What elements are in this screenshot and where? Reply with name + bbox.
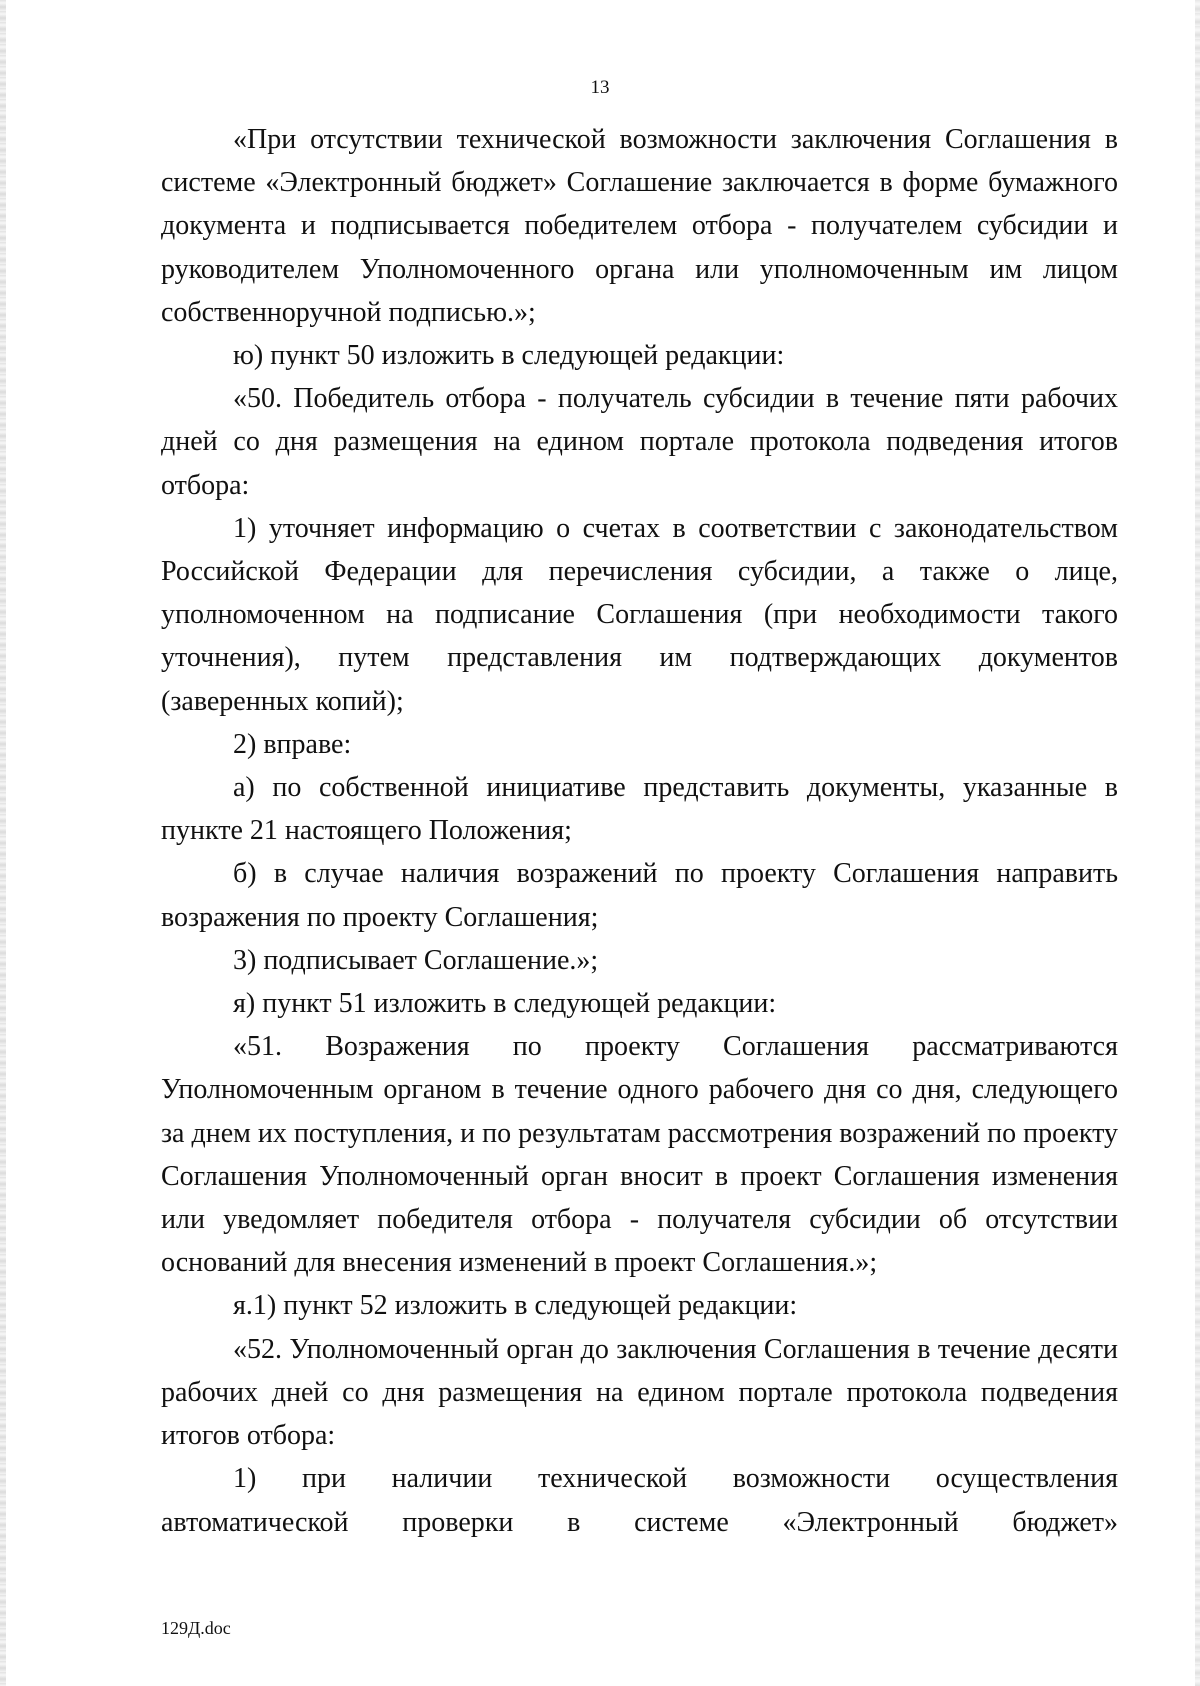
paragraph-amend-point-52: я.1) пункт 52 изложить в следующей редакции: xyxy=(233,1290,798,1322)
document-body xyxy=(161,118,1118,1544)
scan-edge-right xyxy=(1195,0,1200,1686)
paragraph-amend-point-50: ю) пункт 50 изложить в следующей редакции: xyxy=(233,340,785,372)
paragraph-amend-point-51: я) пункт 51 изложить в следующей редакции: xyxy=(233,988,777,1020)
paragraph-point-52: «52. Уполномоченный орган до заключения Соглашения в течение десяти рабочих дней со дня размещения на едином портале протокола подведения итогов отбора: xyxy=(161,1333,1118,1452)
paragraph-point-50: «50. Победитель отбора - получатель субсидии в течение пяти рабочих дней со дня размещения на едином портале протокола подведения итогов отбора: xyxy=(161,383,1118,501)
paragraph-point-50-item-1: 1) уточняет информацию о счетах в соответствии с законодательством Российской Федерации для перечисления субсидии, а также о лице, уполномоченном на подписание Соглашения (при необходимости такого уточнения), путем представления им подтверждающих документов (заверенных копий); xyxy=(161,512,1118,717)
paragraph-point-50-item-2a: а) по собственной инициативе представить документы, указанные в пункте 21 настоящего Положения; xyxy=(161,772,1118,847)
paragraph-point-52-item-1: 1) при наличии технической возможности осуществления автоматической проверки в системе «Электронный бюджет» xyxy=(161,1463,1118,1538)
paragraph-no-e-budget-option: «При отсутствии технической возможности заключения Соглашения в системе «Электронный бюджет» Соглашение заключается в форме бумажного документа и подписывается победителем отбора - получателем субсидии и руководителем Уполномоченного органа или уполномоченным им лицом собственноручной подписью.»; xyxy=(161,124,1118,328)
scan-edge-left xyxy=(0,0,6,1686)
page-number: 13 xyxy=(590,77,610,98)
paragraph-point-50-item-2: 2) вправе: xyxy=(233,728,352,760)
paragraph-point-51: «51. Возражения по проекту Соглашения рассматриваются Уполномоченным органом в течение одного рабочего дня со дня, следующего за днем их поступления, и по результатам рассмотрения возражений по проекту Соглашения Уполномоченный орган вносит в проект Соглашения изменения или уведомляет победителя отбора - получателя субсидии об отсутствии оснований для внесения изменений в проект Соглашения.»; xyxy=(161,1031,1118,1279)
paragraph-point-50-item-2b: б) в случае наличия возражений по проекту Соглашения направить возражения по проекту Соглашения; xyxy=(161,858,1118,933)
paragraph-point-50-item-3: 3) подписывает Соглашение.»; xyxy=(233,944,599,976)
footer-filename: 129Д.doc xyxy=(161,1618,231,1638)
